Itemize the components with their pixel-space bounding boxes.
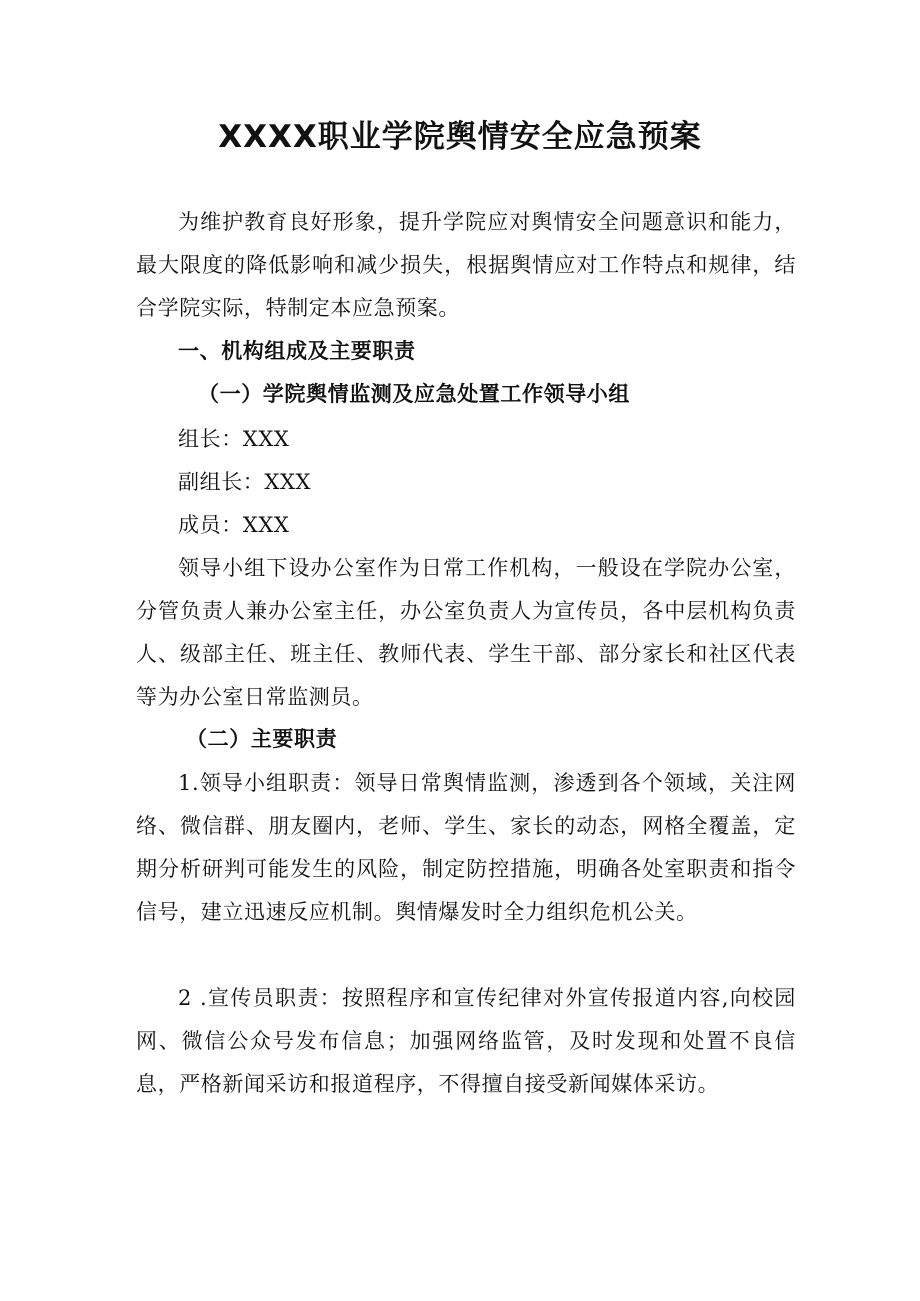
leader-line: 组长：XXX [178,427,290,451]
duty-leading-group-paragraph: 1.领导小组职责：领导日常舆情监测，渗透到各个领域，关注网络、微信群、朋友圈内，老师、学生、家长的动态，网格全覆盖，定期分析研判可能发生的风险，制定防控措施，明确各处室职责和指令信号，建立迅速反应机制。舆情爆发时全力组织危机公关。 [136,771,796,924]
office-description-paragraph: 领导小组下设办公室作为日常工作机构，一般设在学院办公室，分管负责人兼办公室主任，办公室负责人为宣传员，各中层机构负责人、级部主任、班主任、教师代表、学生干部、部分家长和社区代表等为办公室日常监测员。 [136,556,796,709]
intro-paragraph: 为维护教育良好形象，提升学院应对舆情安全问题意识和能力，最大限度的降低影响和减少损失，根据舆情应对工作特点和规律，结合学院实际，特制定本应急预案。 [136,210,796,320]
vice-leader-line: 副组长：XXX [178,470,312,494]
duty-publicity-paragraph: 2 .宣传员职责：按照程序和宣传纪律对外宣传报道内容,向校园网、微信公众号发布信息；加强网络监管，及时发现和处置不良信息，严格新闻采访和报道程序，不得擅自接受新闻媒体采访。 [136,986,796,1096]
document-title: XXXX职业学院舆情安全应急预案 [218,119,702,155]
section-heading-organization: 一、机构组成及主要职责 [178,339,416,363]
members-line: 成员：XXX [178,513,290,537]
subsection-heading-leading-group: （一）学院舆情监测及应急处置工作领导小组 [198,382,630,406]
subsection-heading-main-duties: （二）主要职责 [186,727,338,751]
